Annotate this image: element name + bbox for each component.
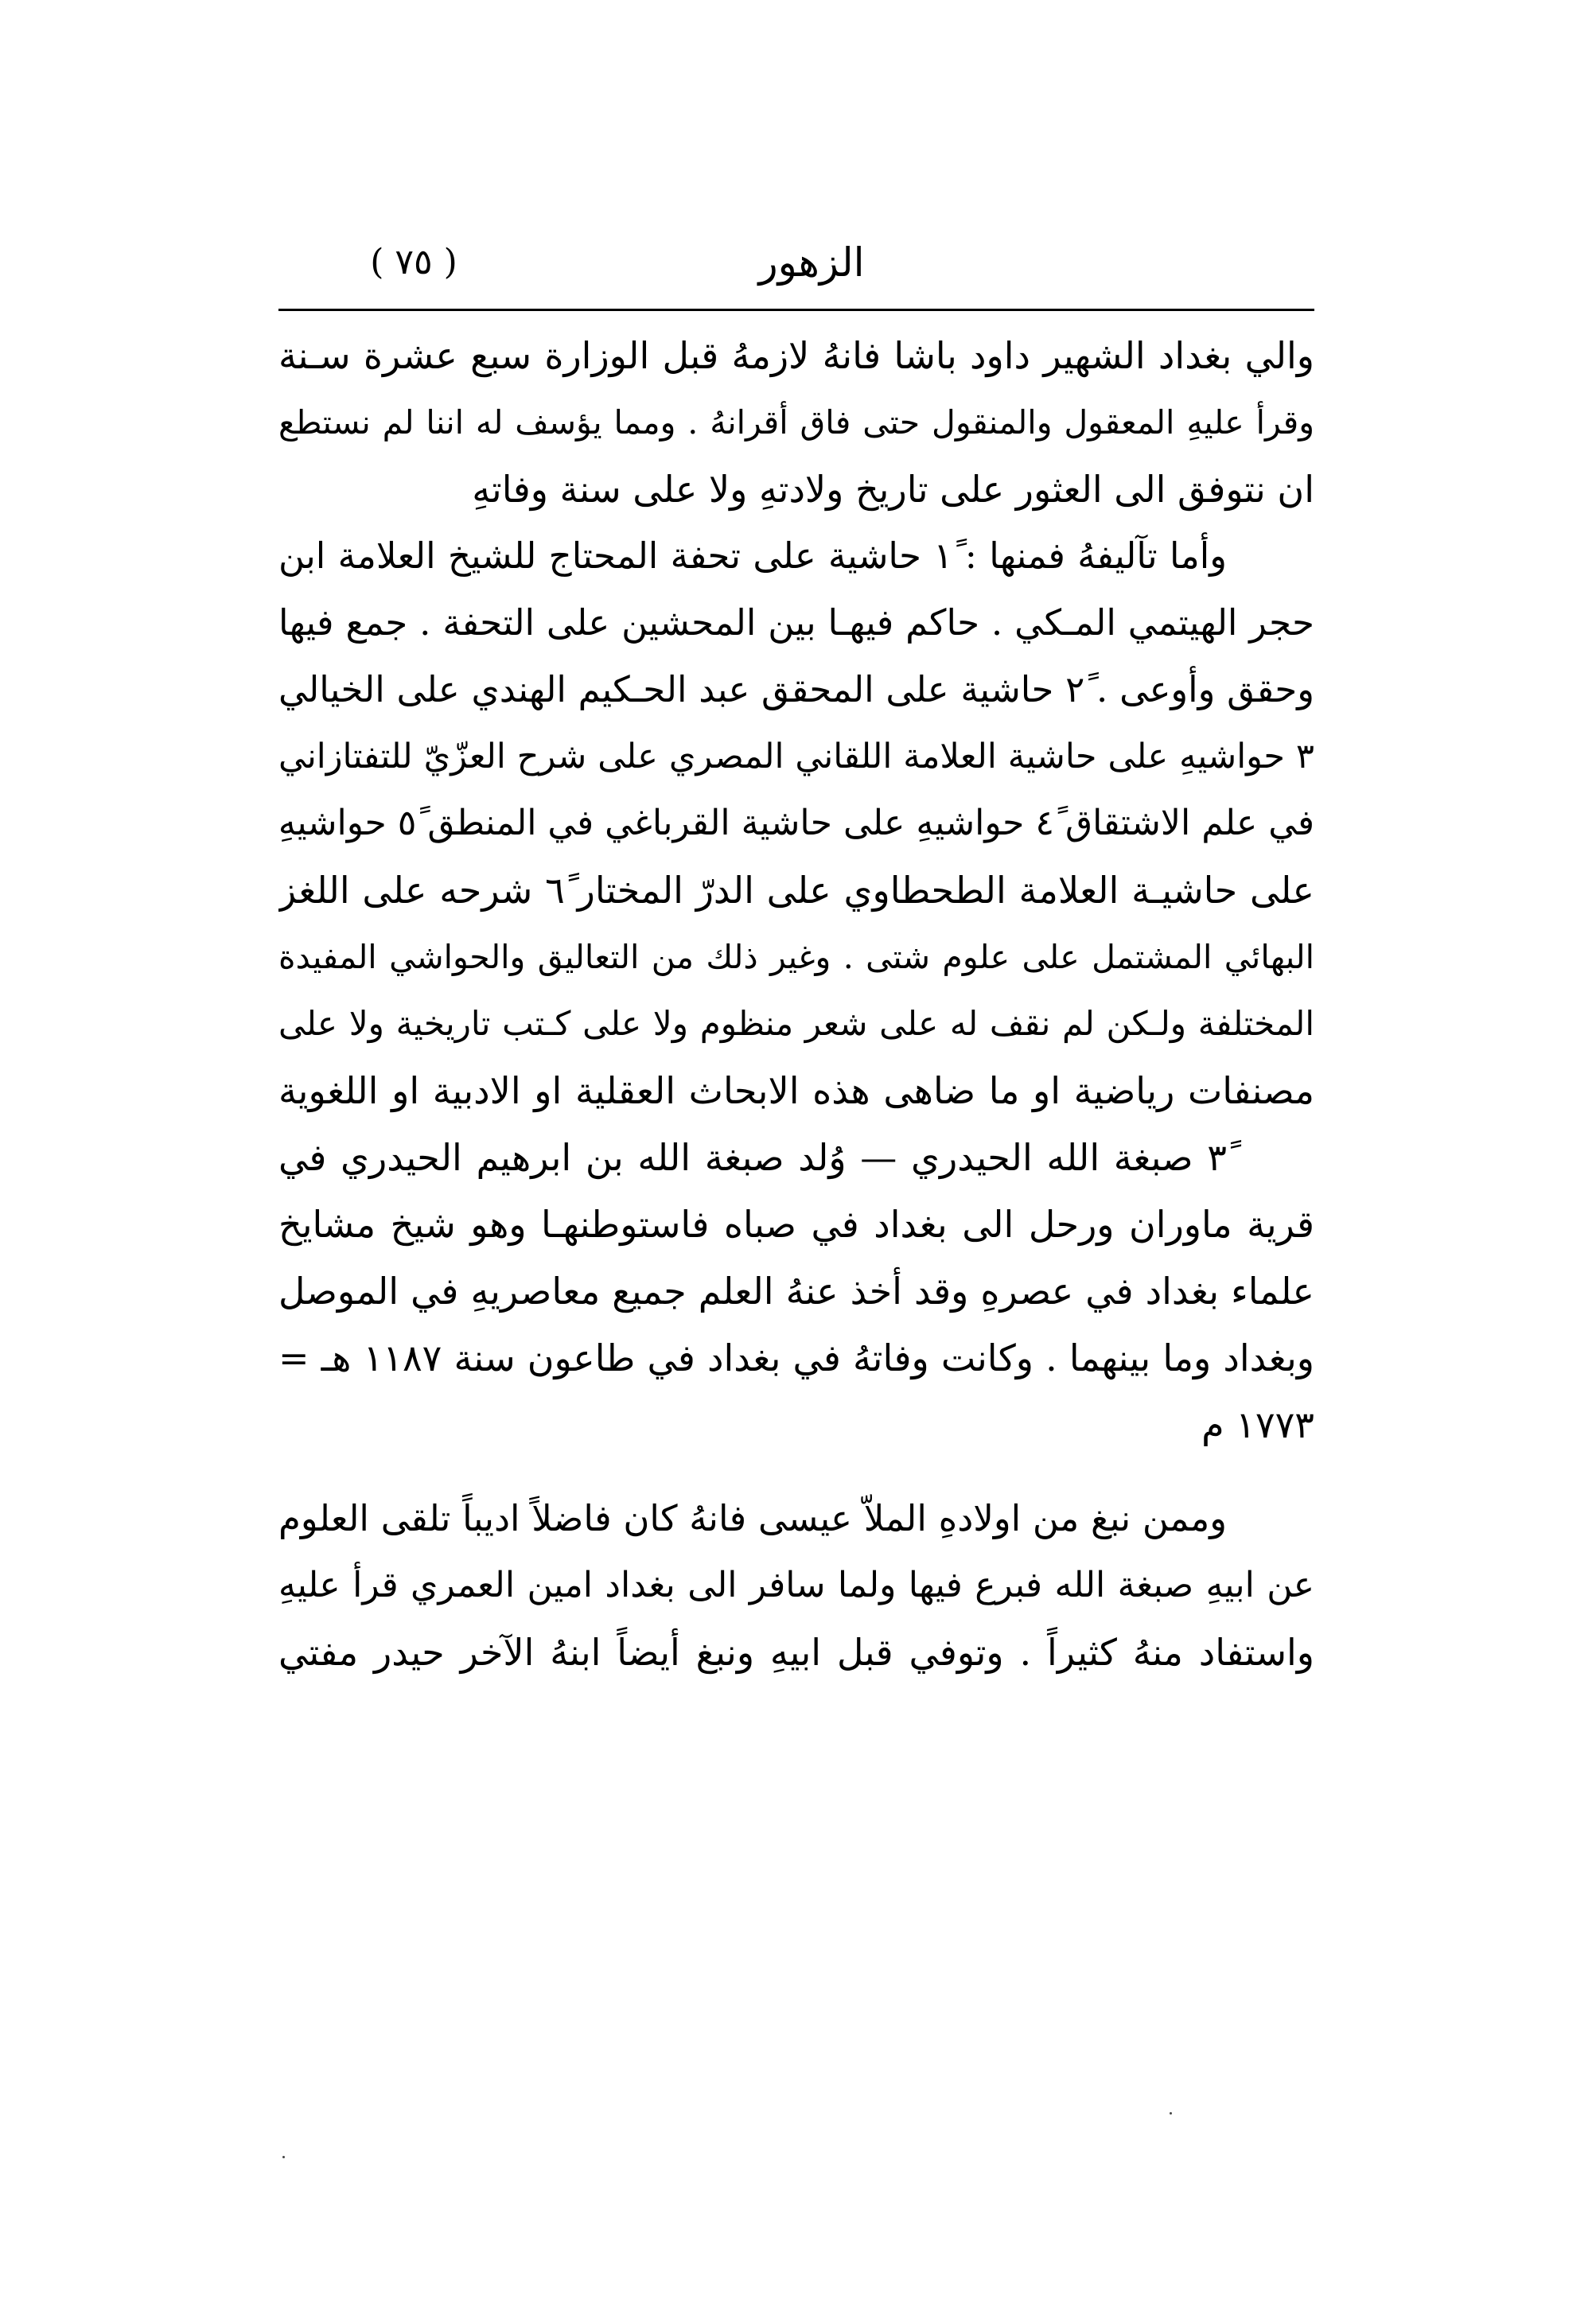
text-line: علماء بغداد في عصرهِ وقد أخذ عنهُ العلم جميع معاصريهِ في الموصل [278,1270,1314,1313]
running-title: الزهور [758,239,865,286]
text-line: وبغداد وما بينهما . وكانت وفاتهُ في بغداد في طاعون سنة ١١٨٧ هـ = [278,1336,1314,1379]
text-line: مصنفات رياضية او ما ضاهى هذه الابحاث العقلية او الادبية او اللغوية [278,1069,1314,1112]
text-line: وأما تآليفهُ فمنها : ١ً حاشية على تحفة المحتاج للشيخ العلامة ابن [278,535,1227,577]
text-line: وممن نبغ من اولادهِ الملاّ عيسى فانهُ كان فاضلاً اديباً تلقى العلوم [278,1497,1227,1539]
text-line: حجر الهيتمي المـكي . حاكم فيهـا بين المحشين على التحفة . جمع فيها [278,601,1314,644]
text-line: ان نتوفق الى العثور على تاريخ ولادتهِ ولا على سنة وفاتهِ [472,468,1314,511]
text-line: والي بغداد الشهير داود باشا فانهُ لازمهُ قبل الوزارة سبع عشرة سـنة [278,334,1314,377]
text-line: قرية ماوران ورحل الى بغداد في صباه فاستوطنهـا وهو شيخ مشايخ [278,1203,1314,1246]
page-number: ( ٧٥ ) [370,242,457,282]
text-line: على حاشيـة العلامة الطحطاوي على الدرّ المختار ٦ً شرحه على اللغز [278,869,1314,912]
header-rule [278,309,1314,311]
body-text [278,322,1314,1686]
scan-speck [282,2156,285,2158]
text-line: وقرأ عليهِ المعقول والمنقول حتى فاق أقرانهُ . ومما يؤسف له اننا لم نستطع [278,403,1314,442]
text-line: ١٧٧٣ م [1201,1403,1314,1446]
paragraph-gap [278,1458,1314,1485]
text-line: عن ابيهِ صبغة الله فبرع فيها ولما سافر الى بغداد امين العمري قرأ عليهِ [278,1565,1314,1605]
text-line: ٣ً صبغة الله الحيدري — وُلد صبغة الله بن ابرهيم الحيدري في [278,1136,1227,1179]
page-header [278,231,1314,294]
text-line: ٣ً حواشيهِ على حاشية العلامة اللقاني المصري على شرح العزّيّ للتفتازاني [278,737,1314,776]
text-line: المختلفة ولـكن لم نقف له على شعر منظوم ولا على كـتب تاريخية ولا على [278,1004,1314,1043]
text-line: وحقق وأوعى . ٢ً حاشية على المحقق عبد الحـكيم الهندي على الخيالي [278,668,1314,710]
text-line: واستفاد منهُ كثيراً . وتوفي قبل ابيهِ ونبغ أيضاً ابنهُ الآخر حيدر مفتي [278,1631,1314,1674]
text-line: البهائي المشتمل على علوم شتى . وغير ذلك من التعاليق والحواشي المفيدة [278,938,1314,976]
scan-speck [1170,2112,1172,2115]
text-line: في علم الاشتقاق ٤ً حواشيهِ على حاشية القرباغي في المنطق ٥ً حواشيهِ [278,803,1314,843]
